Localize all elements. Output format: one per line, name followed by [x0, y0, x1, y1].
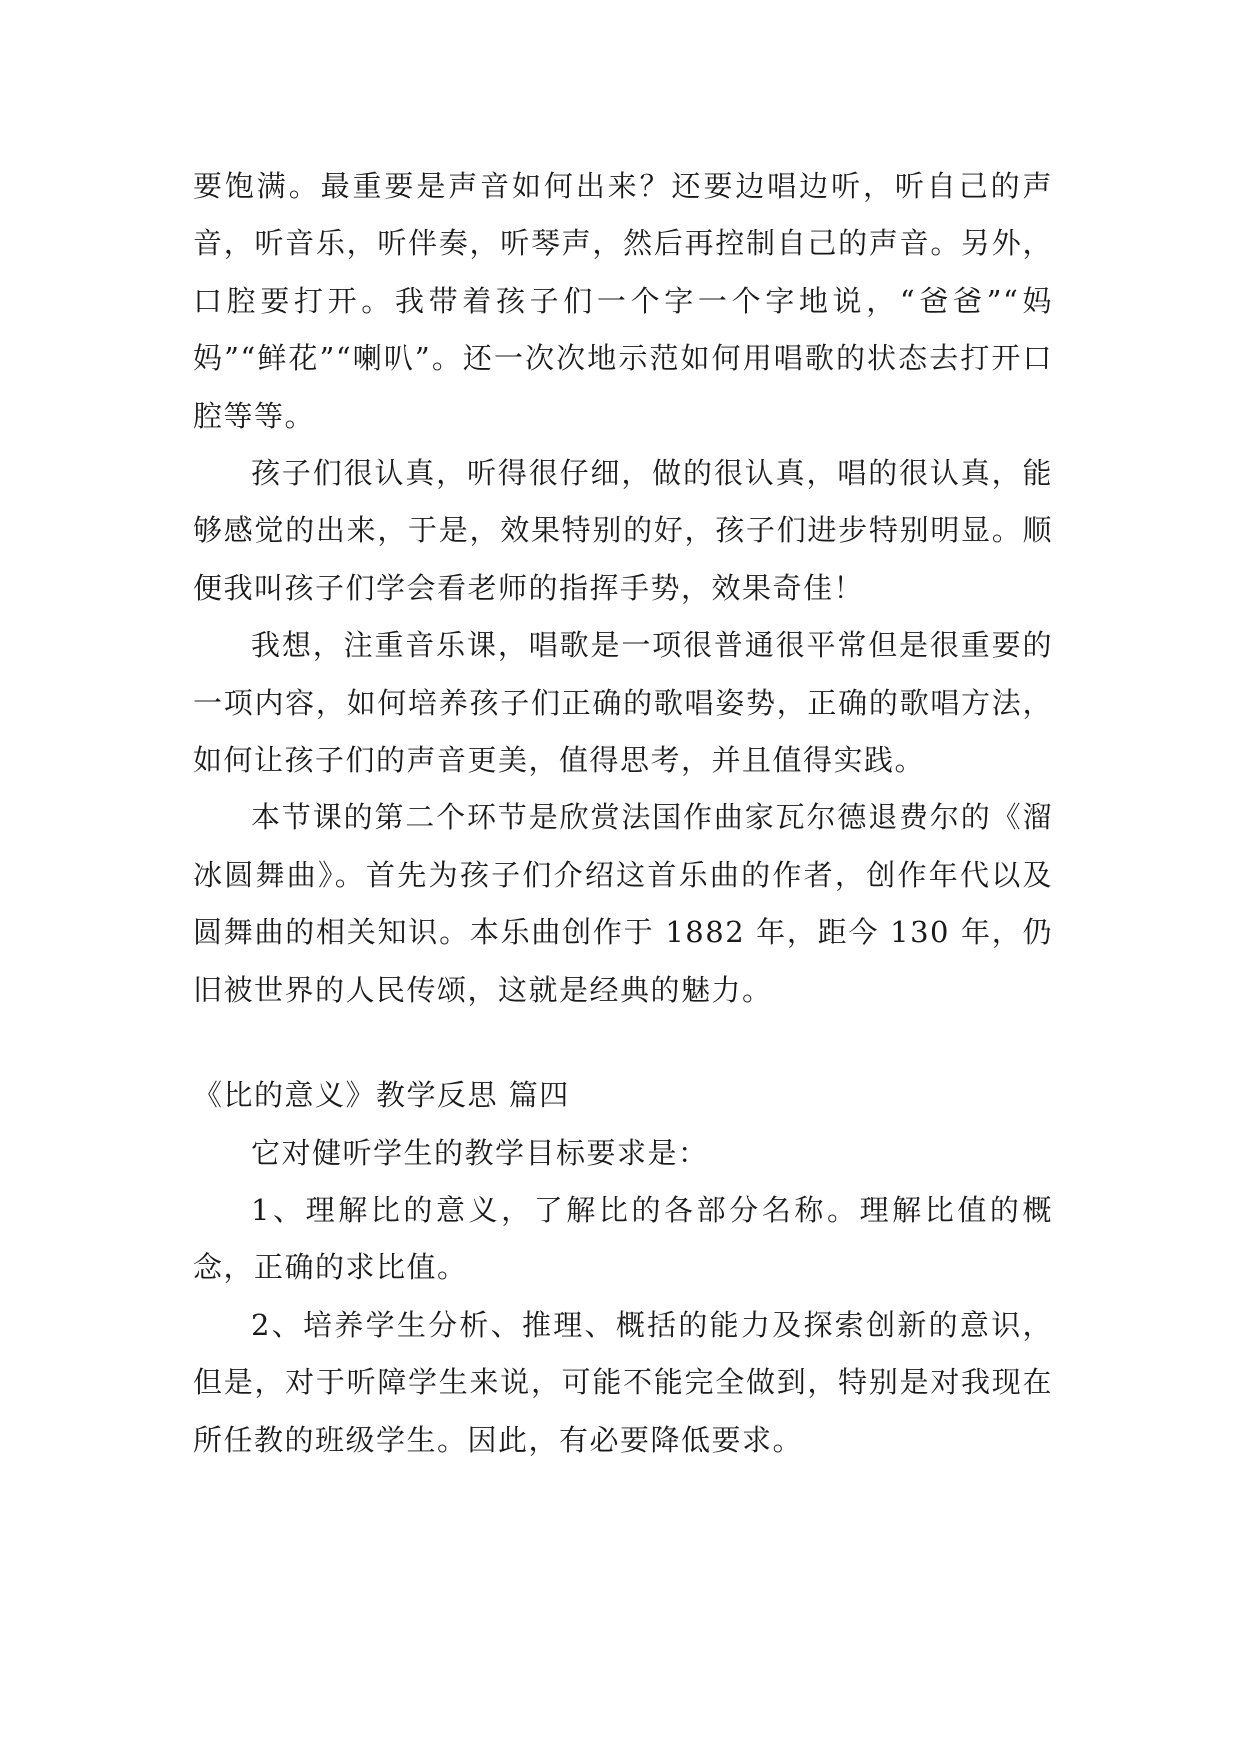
section-heading: 《比的意义》教学反思 篇四	[193, 1078, 570, 1113]
list-item: 1、理解比的意义，了解比的各部分名称。理解比值的概念，正确的求比值。	[193, 1192, 1053, 1285]
paragraph: 本节课的第二个环节是欣赏法国作曲家瓦尔德退费尔的《溜冰圆舞曲》。首先为孩子们介绍这首乐曲的作者，创作年代以及圆舞曲的相关知识。本乐曲创作于 1882 年，距今 130 年，仍旧被世界的人民传颂，这就是经典的魅力。	[193, 800, 1053, 1007]
section-spacer	[193, 1019, 1053, 1067]
paragraph-continued: 要饱满。最重要是声音如何出来？还要边唱边听，听自己的声音，听音乐，听伴奏，听琴声，然后再控制自己的声音。另外，口腔要打开。我带着孩子们一个字一个字地说，“爸爸”“妈妈”“鲜花”“喇叭”。还一次次地示范如何用唱歌的状态去打开口腔等等。	[193, 169, 1053, 433]
document-body	[193, 158, 1053, 1469]
paragraph: 孩子们很认真，听得很仔细，做的很认真，唱的很认真，能够感觉的出来，于是，效果特别的好，孩子们进步特别明显。顺便我叫孩子们学会看老师的指挥手势，效果奇佳！	[193, 456, 1053, 605]
paragraph: 它对健听学生的教学目标要求是：	[251, 1135, 709, 1170]
list-item: 2、培养学生分析、推理、概括的能力及探索创新的意识，但是，对于听障学生来说，可能不能完全做到，特别是对我现在所任教的班级学生。因此，有必要降低要求。	[193, 1307, 1053, 1457]
paragraph: 我想，注重音乐课，唱歌是一项很普通很平常但是很重要的一项内容，如何培养孩子们正确的歌唱姿势，正确的歌唱方法，如何让孩子们的声音更美，值得思考，并且值得实践。	[193, 628, 1053, 778]
